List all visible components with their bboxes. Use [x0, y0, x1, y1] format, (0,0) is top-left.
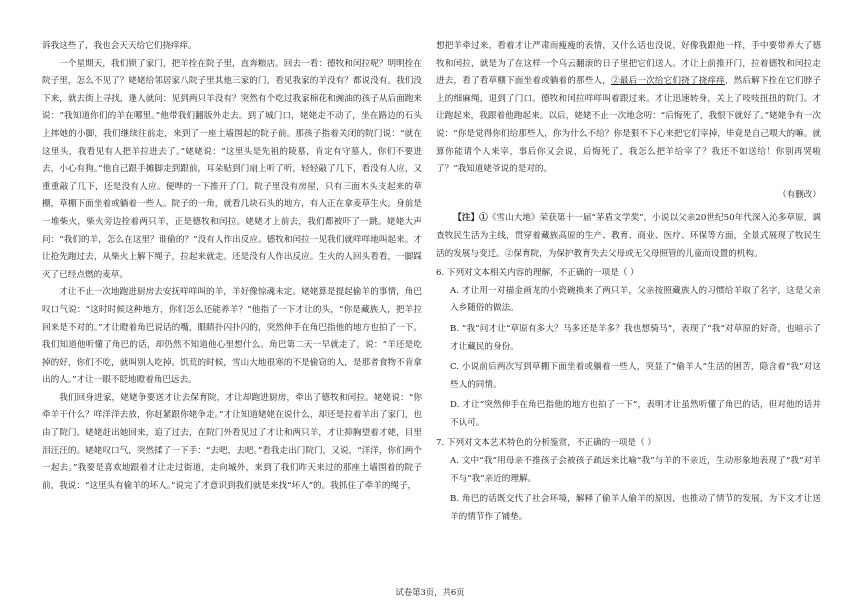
source-note	[436, 187, 821, 205]
paragraph-text: 一个星期天，我们锁了家门，把羊拴在院子里，直奔粮店。回去一看：德牧和闰拉呢？明明拴在院子里，怎么不见了？姥姥给邻居家八院子里其他三家的门，看见我家的羊没有？都说没有。我们没下来，就去街上寻找，逢人就问：见到两只羊没有？突然有个吃过我家棉花和豌油的孩子从后面跑来说：“我知道你们的羊在哪里。”他带我们翻版外走去。到了城门口，姥姥走不动了，坐在路边的石头上摔她的小脚，我们继续往前走，来到了一座土墙围起的院子前。那孩子指着关闭的院门说：“就在这里头，我看见有人把羊拉进去了。”姥姥说：“这里头是先祖的陵墓，肯定有守墓人，你们不要进去，小心有狗。”他自己跟手摊脚走到跟前，耳朵贴到门扇上听了听，轻轻敲了几下，看没有人应，又重重敲了几下，还是没有人应。便哗的一下推开了门。院子里没有房屋，只有三面木头支起来的草棚，草棚下面坐着或躺着一些人。院子的一角，就看几块石头的地方，有人正在拿麦草生火，身前是一堆柴火，柴火旁边拴着两只羊，正是德牧和闰拉。姥姥才上前去，我们都被吓了一跳。姥姥大声问：“我们的羊，怎么在这里？谁偷的？”没有人作出反应。德牧和闰拉一见我们就咩咩地叫起来。才让抢先跑过去，从柴火上解下绳子，拉起来就走。还是没有人作出反应。生火的人回头看看，一脚踩灭了已经点燃的麦草。	[42, 58, 422, 280]
passage-paragraph	[42, 390, 422, 496]
paragraph-text: 才让不止一次地跑进厨房去安抚咩咩叫的羊，羊好像惊魂未定。姥姥算是提起偷羊的事情，角巴叹口气说：“这时时候这种地方，你们怎么还能养羊？”他指了一下才让的头，“你是藏族人，把羊拉回来是不对的。”才让瞪着角巴说话的嘴，眼睛扑闪扑闪的，突然伸手在角巴指他的地方也拍了一下。我们知道他听懂了角巴的话，却仍然不知道他心里想什么。角巴第二天一早就走了，说：“羊还是吃掉的好，你们不吃，就叫别人吃掉。饥荒的时候，雪山大地很寒的不是偷窃的人，是那者食物不肯拿出的人。”才让一眼不眨地瞪着角巴远去。	[42, 287, 422, 386]
passage-paragraph	[42, 38, 422, 56]
answer-option	[436, 359, 821, 394]
passage-paragraph	[42, 284, 422, 390]
paragraph-text: B. “我”问才让“草原有多大？马多还是羊多？我也想骑马”，表现了“我”对草原的好奇，也暗示了才让藏民的身份。	[450, 323, 821, 352]
underlined-sentence: ②最后一次给它们挠了挠痒痒	[611, 76, 725, 87]
answer-option	[436, 491, 821, 526]
paragraph-text: A. 文中“我”用母亲不推孩子会被孩子疏远来比喻“我”与羊的不亲近，生动形象地表现了“我”对羊不与“我”亲近的理解。	[450, 456, 821, 484]
paragraph-text: A. 才让用一对描金画龙的小瓷碗换来了两只羊，父亲按照藏族人的习惯给羊取了名字，这是父亲入乡随俗的做法。	[450, 285, 821, 314]
passage-paragraph	[42, 56, 422, 285]
footnote-paragraph	[436, 210, 821, 263]
paragraph-text: 诉我这些了，我也会天天给它们挠痒痒。	[42, 41, 197, 51]
question-stem	[436, 435, 821, 453]
paragraph-text: 6. 下列对文本相关内容的理解，不正确的一项是（ ）	[436, 268, 639, 279]
paragraph-text: 我们回身进家，姥姥争要送才让去保育院，才让却跑进厨房，牵出了德牧和闰拉。姥姥说：“你牵羊干什么？咩洋洋去放，你赶紧跟你姥争走。”才让知道姥姥在说什么，却还是拉着羊出了家门，也由了院门。姥姥赶出她回来，追了过去，在院门外看见过了才让和两只羊，才让抑胸望着才姥，目里泪汪汪的。姥姥叹口气，突然揉了一下手：“去吧，去吧。”看我走出门院门，又说，“洋洋，你们两个一起去。”我要是喜欢地跟着才让走过街道，走向城外，来到了我们昨天来过的那座土墙围着的院子前，我说：“这里头有偷羊的坏人。”说完了才意识到我们就是来找“坏人”的。我抓住了牵羊的绳子，	[42, 392, 422, 491]
answer-option	[436, 453, 821, 488]
paragraph-text: 想把羊牵过来，看着才让严肃而瘦瘦的表情，又什么话也没说，好像我跟他一样，手中要带养大了德牧和闰拉，就是为了在这样一个乌云翻滚的日子里把它们送人。才让上前推开门，拉着德牧和闰拉走进去，看了看草棚下面坐着或躺着的那些人，②最后一次给它们挠了挠痒痒，然后解下拴在它们脖子上的细麻绳，退到了门口。德牧和闰拉咩咩叫着跟过来。才让迅速转身，关上了吱吱扭扭的院门。才让跑起来，我跟着他跑起来。以后，姥姥不止一次地念叨：“后悔死了，我恨下就好了。”姥姥争有一次说：“你是觉得你们给那些人，你为什么不给？你是狠不下心来把它们宰掉，毕竟是自己喂大的嘛。就算你能请个人来宰，事后你又会说，后悔死了，我怎么把羊给宰了？我还不如送给！你别再哭啦了？”我知道姥爷说的是对的。	[436, 41, 821, 175]
left-column	[42, 38, 422, 495]
note-label: 【注】①	[453, 213, 488, 224]
answer-option	[436, 397, 821, 432]
right-column	[436, 38, 821, 529]
paragraph-text: C. 小说前后两次写到草棚下面坐着或躺着一些人，突显了“偷羊人”生活的困苦，隐含着“我”对这些人的同情。	[450, 362, 821, 390]
paragraph-text: B. 角巴的话既交代了社会环境，解释了偷羊人偷羊的原因，也推动了情节的发展，为下文才让送羊的情节作了铺垫。	[450, 494, 821, 522]
answer-option	[436, 283, 821, 318]
passage-paragraph	[436, 38, 821, 179]
paragraph-text: （有删改）	[778, 189, 821, 200]
question-stem	[436, 265, 821, 283]
paragraph-text: D. 才让“突然伸手在角巴指他的地方也拍了一下”，表明才让虽然听懂了角巴的话，但对他的话并不认可。	[450, 400, 821, 428]
paragraph-text: 7. 下列对文本艺术特色的分析鉴赏，不正确的一项是（ ）	[436, 438, 656, 449]
paragraph-text: 《雪山大地》荣获第十一届“茅盾文学奖”，小说以父亲20世纪50年代深入沁多草原，调查牧民生活为主线，贯穿着藏族高原的生产、教育、商业、医疗、环保等方面，全景式展现了牧民生活的发展与变迁。②保育院，为保护教育失去父母或无父母照管的儿童而设置的机构。	[436, 213, 821, 259]
answer-option	[436, 321, 821, 356]
page-footer: 试卷第3页，共6页	[395, 587, 465, 597]
